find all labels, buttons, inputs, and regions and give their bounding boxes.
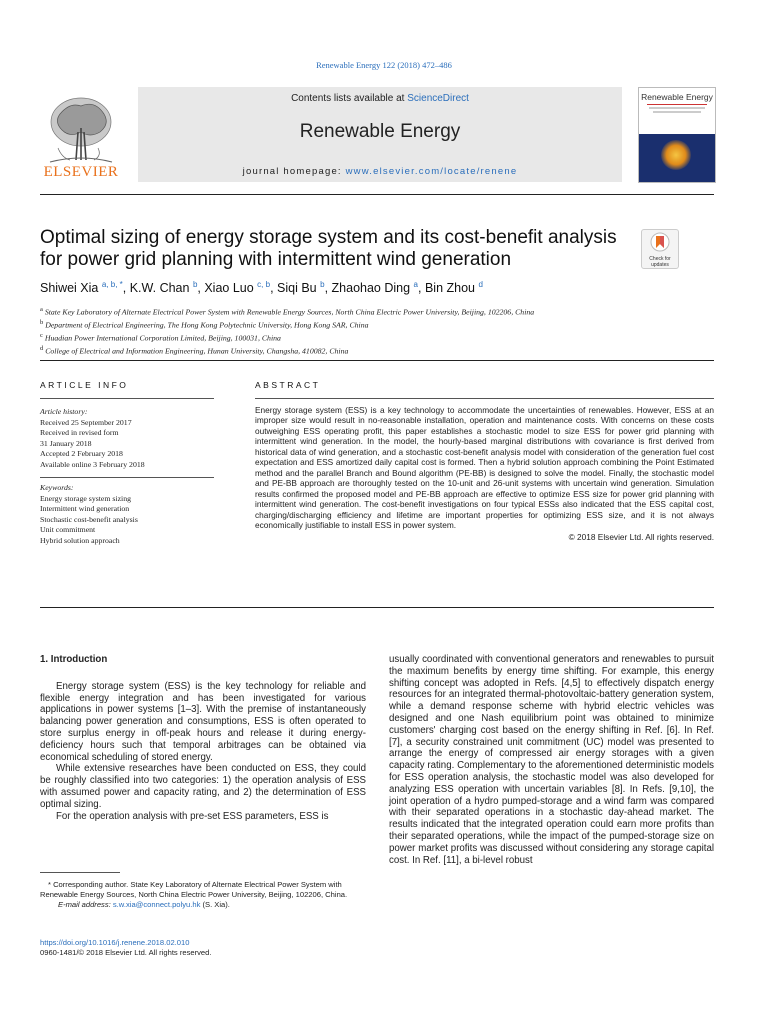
affiliation-marker: a <box>40 306 43 313</box>
keyword-list <box>40 494 214 547</box>
affiliation-marker: c <box>40 332 43 340</box>
affiliation-text: Department of Electrical Engineering, The Hong Kong Polytechnic University, Hong Kong SAR, China <box>43 320 369 330</box>
keyword-item[interactable]: Hybrid solution approach <box>40 535 120 545</box>
author-affiliation-marker[interactable]: a, b, * <box>101 280 123 289</box>
abstract-rule <box>255 398 714 399</box>
author-separator: , <box>122 281 130 296</box>
author-affiliation-marker[interactable]: b <box>192 280 198 289</box>
intro-left-column <box>40 654 366 822</box>
elsevier-wordmark: ELSEVIER <box>43 164 119 180</box>
elsevier-logo <box>40 92 122 182</box>
journal-cover-image[interactable] <box>638 87 716 183</box>
article-info-rule <box>40 398 214 399</box>
affiliation-marker: d <box>40 345 44 353</box>
contents-availability <box>138 93 622 104</box>
affiliation-item <box>40 331 714 344</box>
article-history-list <box>40 418 214 471</box>
intro-paragraph-3: For the operation analysis with pre-set ESS parameters, ESS is <box>56 810 329 822</box>
article-title: Optimal sizing of energy storage system and its cost-benefit analysis for power grid planning with intermittent wind generation <box>40 227 617 270</box>
email-suffix: (S. Xia). <box>200 900 230 909</box>
intro-right-paragraph: usually coordinated with conventional generators and renewables to pursuit the maximum benefits by energy time shifting. For example, this energy shifting concept was adopted in Refs. [4,5] to effectively dispatch energy resources for an integrated thermal-photovoltaic-battery generation system, while a demand response scheme with hybrid electric vehicles was designed and one Nash equilibrium point was obtained to minimize customers' charging cost based on the energy shifting in Ref. [6]. In Ref. [7], a security constrained unit commitment (UC) model was presented to arrange the energy of compressed air energy storages with a given capacity rating. Complementary to the aforementioned deterministic models for ESS operation analysis, the stochastic model was also developed for analyzing ESS operation with uncertain variables [8]. In Refs. [9,10], the joint operation of a hydro pumped-storage and a wind farm was compared with their separated operations in a stochastic day-ahead market. The results indicated that the integrated operation could earn more profits than their separated operations, while the impact of the pumped-storage size on power market profits was discussed without considering any storage capital cost. In Ref. [11], a bi-level robust <box>389 654 714 866</box>
email-line <box>40 900 366 910</box>
keyword-item[interactable]: Unit commitment <box>40 525 96 534</box>
abstract-text: Energy storage system (ESS) is a key technology to accommodate the uncertainties of renewables. However, ESS at an improper size would result in no-reasonable installation, operation and maintenance costs. With concerns on these costs outweighing ESS operating profit, this paper establishes a stochastic model to size ESS for power grid planning with intermittent wind generation. In the model, the hourly-based marginal distributions with covariance is first derived from historical data of wind generation, and a stochastic cost-benefit analysis model with consideration of the generation fuel cost expectation and ESS amortized daily capital cost is formed. Then a hybrid solution approach combining the Point Estimated method and the parallel Branch and Bound algorithm (PE-BB) is designed to solve the model. Finally, the stochastic model and PE-BB approach are thoroughly tested on the 10-unit and 26-unit systems with uncertain wind generation. Simulation results confirmed the proposed model and PE-BB approach are effective to optimize ESS size for power grid planning with intermittent wind generation. The cost-benefit investigations on four typical ESSs also indicated that the ESS capital cost, charging/discharging efficiency and lifetime are important properties for optimizing ESS size, and it is not always economically justifiable to install ESS in power system. <box>255 405 714 530</box>
check-for-updates-button[interactable] <box>641 229 679 269</box>
author-name[interactable]: Zhaohao Ding <box>331 281 414 296</box>
article-info-heading: ARTICLE INFO <box>40 380 129 390</box>
history-item: Accepted 2 February 2018 <box>40 449 123 458</box>
email-label: E-mail address: <box>58 900 113 909</box>
intro-right-column <box>389 654 714 866</box>
affiliation-text: Huadian Power International Corporation Limited, Beijing, 100031, China <box>42 333 281 343</box>
affiliation-text: College of Electrical and Information Engineering, Hunan University, Changsha, 410082, China <box>43 346 349 356</box>
affiliation-item <box>40 305 714 318</box>
author-separator: , <box>418 281 425 296</box>
history-item: Received 25 September 2017 <box>40 417 132 427</box>
doi-link[interactable]: https://doi.org/10.1016/j.renene.2018.02.010 <box>40 938 190 947</box>
intro-paragraph-1: Energy storage system (ESS) is the key technology for reliable and flexible energy integration and has been investigated for various applications in power systems [1–3]. With the premise of instantaneously balancing power generation and consumptions, ESS is often operated to store surplus energy in off-peak hours and release it during energy-deficiency hours such that temporal arbitrages can be obtained via economical scheduling of stored energy. <box>40 680 366 763</box>
email-link[interactable]: s.w.xia@connect.polyu.hk <box>112 900 201 909</box>
footnote-rule <box>40 872 120 873</box>
keyword-item[interactable]: Stochastic cost-benefit analysis <box>40 514 138 524</box>
keywords-label: Keywords: <box>40 483 74 492</box>
abstract-section <box>255 380 714 542</box>
author-separator: , <box>324 281 332 296</box>
affiliation-marker: b <box>40 319 44 327</box>
author-separator: , <box>197 281 205 296</box>
header-rule <box>40 194 714 195</box>
affiliation-rule <box>40 360 714 361</box>
journal-citation[interactable]: Renewable Energy 122 (2018) 472–486 <box>316 60 452 70</box>
author-affiliation-marker[interactable]: d <box>478 280 483 289</box>
author-name[interactable]: Shiwei Xia <box>40 281 102 296</box>
doi-block <box>40 938 366 958</box>
issn-line: 0960-1481/© 2018 Elsevier Ltd. All rights reserved. <box>40 948 212 957</box>
author-separator: , <box>270 281 278 296</box>
author-name[interactable]: Siqi Bu <box>277 281 321 296</box>
cover-title: Renewable Energy <box>641 92 713 102</box>
author-name[interactable]: Xiao Luo <box>204 281 258 296</box>
abstract-end-rule <box>40 607 714 608</box>
affiliation-text: State Key Laboratory of Alternate Electrical Power System with Renewable Energy Sources, North China Electric Power University, Beijing, 102206, China <box>42 307 535 317</box>
author-affiliation-marker[interactable]: b <box>320 280 325 289</box>
author-name[interactable]: Bin Zhou <box>424 281 479 296</box>
check-for-updates-label: Check for updates <box>649 256 671 268</box>
affiliation-list <box>40 305 714 357</box>
intro-paragraph-2: While extensive researches have been conducted on ESS, they could be roughly classified into two categories: 1) the operation analysis of ESS with assumed power and capacity rating, and 2) the determination of ESS optimal sizing. <box>40 763 366 810</box>
abstract-copyright: © 2018 Elsevier Ltd. All rights reserved. <box>568 532 714 543</box>
keyword-item[interactable]: Intermittent wind generation <box>40 504 130 513</box>
corresponding-author-text: * Corresponding author. State Key Laboratory of Alternate Electrical Power System with Renewable Energy Sources, North China Electric Power University, Beijing, 102206, China. <box>40 880 348 899</box>
contents-prefix: Contents lists available at <box>291 93 408 104</box>
history-item: Received in revised form <box>40 428 119 437</box>
bookmark-ribbon-icon <box>650 232 670 252</box>
corresponding-author-footnote <box>40 880 366 910</box>
intro-heading: 1. Introduction <box>40 654 108 665</box>
history-item: 31 January 2018 <box>40 438 92 448</box>
keyword-item[interactable]: Energy storage system sizing <box>40 493 132 503</box>
author-affiliation-marker[interactable]: c, b <box>257 280 271 289</box>
journal-name: Renewable Energy <box>299 121 461 142</box>
author-name[interactable]: K.W. Chan <box>129 281 193 296</box>
author-affiliation-marker[interactable]: a <box>413 280 418 289</box>
affiliation-item <box>40 344 714 357</box>
journal-homepage <box>138 166 622 177</box>
article-history-label: Article history: <box>40 407 88 416</box>
keywords-rule <box>40 477 214 478</box>
sciencedirect-link[interactable]: ScienceDirect <box>407 93 469 104</box>
article-info-section <box>40 380 214 546</box>
affiliation-item <box>40 318 714 331</box>
abstract-heading: ABSTRACT <box>255 380 321 390</box>
history-item: Available online 3 February 2018 <box>40 459 145 469</box>
homepage-prefix: journal homepage: <box>242 166 346 177</box>
homepage-link[interactable]: www.elsevier.com/locate/renene <box>345 166 518 177</box>
author-list <box>40 280 714 295</box>
